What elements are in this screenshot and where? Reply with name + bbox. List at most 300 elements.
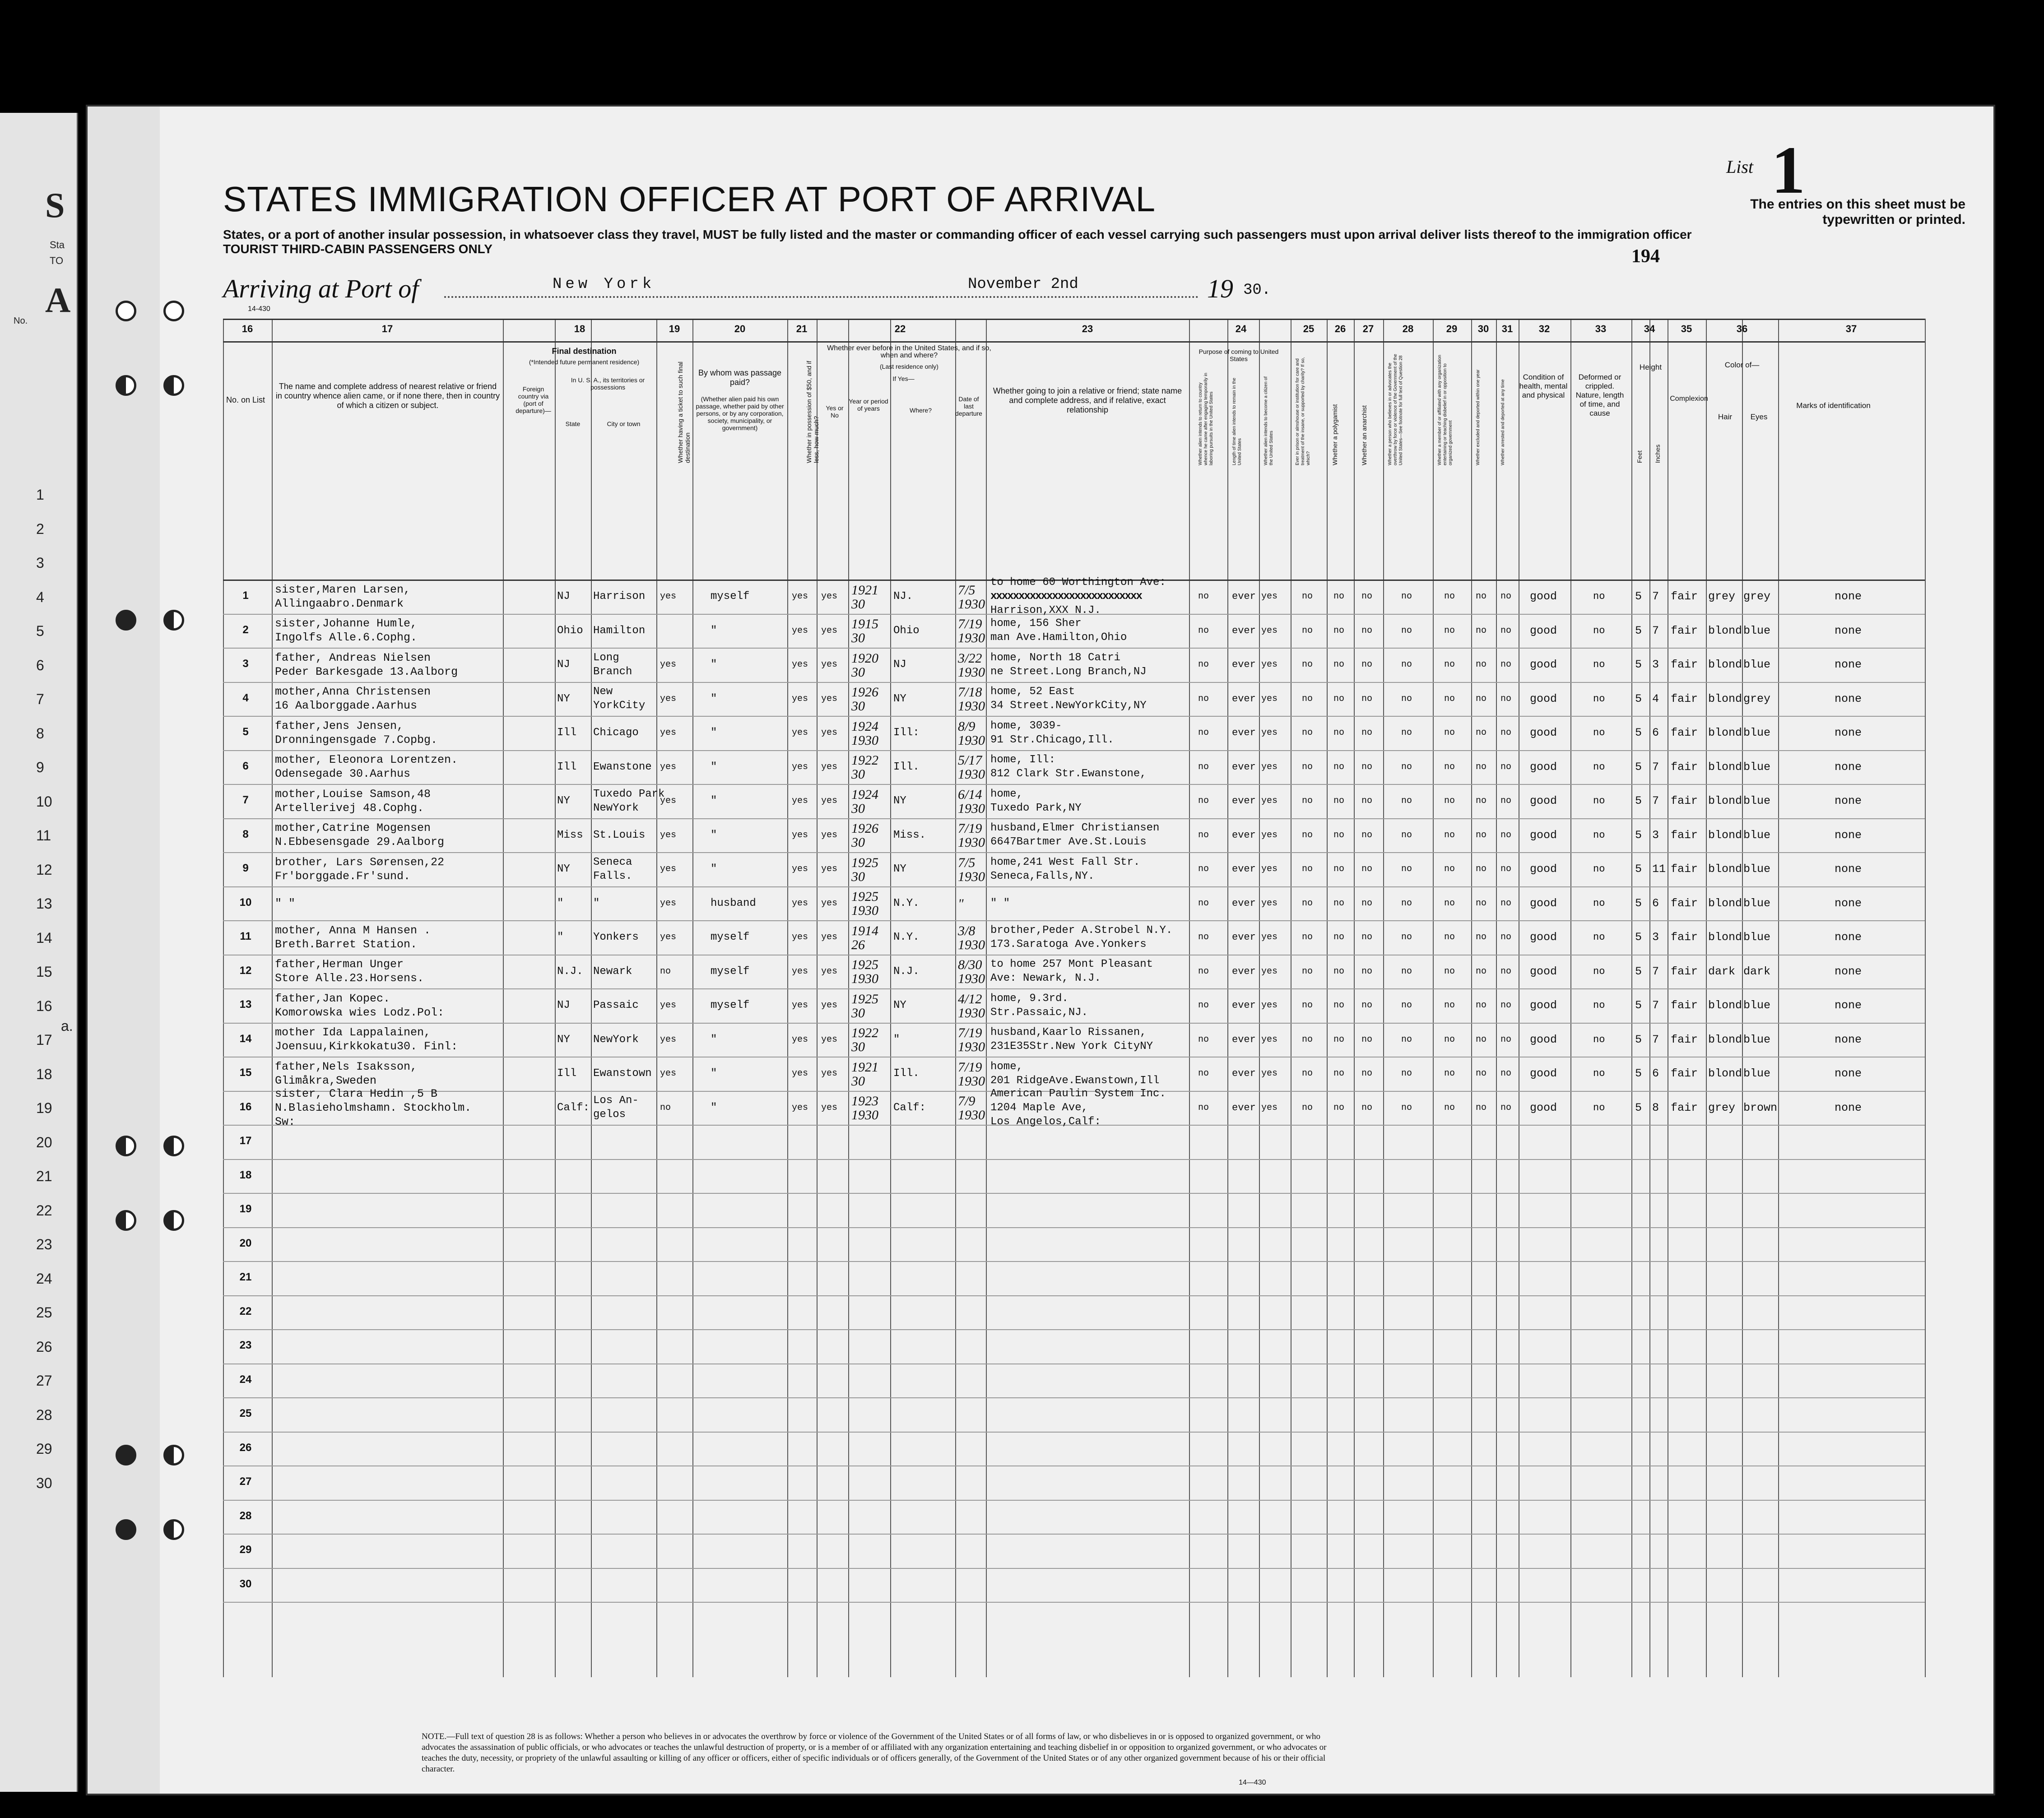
health-condition: good: [1530, 999, 1557, 1012]
previous-residence: Miss.: [893, 829, 926, 841]
column-number: 34: [1644, 323, 1655, 334]
deported-answer: no: [1500, 898, 1512, 909]
polygamist-answer: no: [1333, 966, 1345, 977]
prison-answer: no: [1302, 966, 1313, 977]
excluded-answer: no: [1476, 898, 1487, 909]
row-number: 15: [239, 1067, 252, 1079]
anarchist-answer: no: [1361, 1102, 1373, 1113]
complexion: fair: [1671, 965, 1698, 978]
anarchist-answer: no: [1361, 898, 1373, 909]
money-value: yes: [792, 1000, 808, 1011]
height-feet: 5: [1635, 828, 1642, 842]
prev-page-row-number: 5: [36, 623, 44, 639]
intends-return: no: [1198, 898, 1209, 909]
destination-state: Calf:: [557, 1101, 590, 1114]
deported-answer: no: [1500, 966, 1512, 977]
punch-hole: [116, 301, 136, 321]
intends-citizenship: yes: [1261, 761, 1278, 772]
row-rule: [223, 1602, 1925, 1603]
health-condition: good: [1530, 726, 1557, 740]
years-in-us: 30: [851, 835, 865, 850]
polygamist-answer: no: [1333, 898, 1345, 909]
header-deported: Whether arrested and deported at any time: [1500, 379, 1505, 465]
header-final-destination-sub: (*Intended future permanent residence): [529, 358, 640, 366]
row-number: 8: [242, 828, 249, 840]
deformed-answer: no: [1593, 863, 1605, 875]
port-line: [444, 296, 932, 298]
question-28-answer: no: [1401, 625, 1412, 636]
joining-relative: home, 3039-: [990, 719, 1062, 732]
header-state: State: [565, 420, 581, 427]
question-29-answer: no: [1444, 898, 1455, 909]
anarchist-answer: no: [1361, 625, 1373, 636]
row-rule: [223, 852, 1925, 853]
years-in-us: 1930: [851, 1108, 878, 1123]
last-departure-date: 1930: [958, 1005, 985, 1020]
question-29-answer: no: [1444, 1068, 1455, 1079]
header-eyes: Eyes: [1750, 413, 1768, 421]
height-inches: 6: [1652, 1067, 1659, 1081]
height-inches: 11: [1652, 863, 1666, 876]
complexion: fair: [1671, 1067, 1698, 1081]
height-feet: 5: [1635, 999, 1642, 1012]
deformed-answer: no: [1593, 659, 1605, 671]
prev-page-row-number: 6: [36, 657, 44, 673]
header-where: Where?: [909, 407, 932, 414]
last-departure-date: 7/19: [958, 1025, 982, 1041]
intends-citizenship: yes: [1261, 932, 1278, 943]
destination-city: Long: [593, 651, 619, 664]
years-in-us: 30: [851, 767, 865, 782]
deformed-answer: no: [1593, 727, 1605, 739]
previous-residence: NJ.: [893, 590, 913, 603]
years-in-us: 1915: [851, 617, 878, 632]
complexion: fair: [1671, 828, 1698, 842]
been-before-value: yes: [821, 830, 838, 840]
deformed-answer: no: [1593, 932, 1605, 943]
intends-return: no: [1198, 591, 1209, 602]
header-join-relative: Whether going to join a relative or friend; state name and complete address, and if relative, exact relationship: [993, 386, 1182, 414]
length-of-stay: ever: [1232, 659, 1256, 671]
row-number: 1: [242, 589, 249, 602]
destination-state: ": [557, 897, 564, 909]
polygamist-answer: no: [1333, 728, 1345, 738]
header-yes-no: Yes or No: [826, 404, 844, 419]
health-condition: good: [1530, 828, 1557, 842]
joining-relative: home,: [990, 1060, 1023, 1073]
passage-paid-by: ": [711, 659, 717, 671]
years-in-us: 1925: [851, 957, 878, 973]
health-condition: good: [1530, 624, 1557, 637]
last-departure-date: 4/12: [958, 991, 982, 1006]
excluded-answer: no: [1476, 1102, 1487, 1113]
column-rule: [955, 319, 956, 1677]
prev-page-row-number: 9: [36, 759, 44, 775]
row-rule: [223, 1432, 1925, 1433]
header-purpose: Purpose of coming to United States: [1199, 348, 1279, 362]
deformed-answer: no: [1593, 829, 1605, 841]
header-inches: Inches: [1654, 444, 1661, 463]
complexion: fair: [1671, 863, 1698, 876]
header-departure: Date of last departure: [955, 395, 982, 417]
year-suffix: 30.: [1243, 282, 1271, 299]
column-rule: [787, 319, 788, 1677]
header-rule: [223, 341, 1925, 343]
intends-citizenship: yes: [1261, 830, 1278, 840]
polygamist-answer: no: [1333, 932, 1345, 943]
row-rule: [223, 886, 1925, 887]
intends-return: no: [1198, 796, 1209, 807]
punch-hole: [163, 610, 184, 631]
joining-relative: Harrison,XXX N.J.: [990, 604, 1101, 617]
relative-address: Glimåkra,Sweden: [275, 1074, 377, 1087]
column-rule: [1649, 319, 1650, 1677]
question-29-answer: no: [1444, 932, 1455, 943]
last-departure-date: 7/5: [958, 582, 976, 598]
question-29-answer: no: [1444, 659, 1455, 670]
prison-answer: no: [1302, 1068, 1313, 1079]
passage-paid-by: ": [711, 1067, 717, 1080]
intends-return: no: [1198, 830, 1209, 840]
header-final-destination: Final destination: [552, 347, 617, 356]
question-28-answer: no: [1401, 796, 1412, 807]
last-departure-date: 1930: [958, 1039, 985, 1055]
health-condition: good: [1530, 794, 1557, 808]
deported-answer: no: [1500, 761, 1512, 772]
money-value: yes: [792, 796, 808, 807]
polygamist-answer: no: [1333, 864, 1345, 875]
question-28-answer: no: [1401, 1068, 1412, 1079]
last-departure-date: 1930: [958, 664, 985, 680]
passage-paid-by: ": [711, 727, 717, 739]
header-foreign-port: Foreign country via (port of departure)—: [516, 385, 551, 414]
column-number: 17: [381, 323, 393, 334]
years-in-us: 1921: [851, 582, 878, 598]
money-value: yes: [792, 1034, 808, 1045]
column-number: 24: [1235, 323, 1247, 334]
complexion: fair: [1671, 931, 1698, 944]
row-rule: [223, 682, 1925, 683]
ticket-value: no: [660, 1102, 671, 1113]
height-feet: 5: [1635, 624, 1642, 637]
ticket-value: yes: [660, 1068, 677, 1079]
question-28-answer: no: [1401, 1000, 1412, 1011]
column-rule: [272, 319, 273, 1677]
intends-citizenship: yes: [1261, 693, 1278, 704]
relative-address: Dronningensgade 7.Copbg.: [275, 733, 438, 747]
polygamist-answer: no: [1333, 761, 1345, 772]
years-in-us: 1925: [851, 889, 878, 904]
been-before-value: yes: [821, 1068, 838, 1079]
column-rule: [1433, 319, 1434, 1677]
punch-hole: [116, 1519, 136, 1540]
row-number: 4: [242, 691, 249, 704]
complexion: fair: [1671, 1101, 1698, 1114]
relative-address: N.Ebbesensgade 29.Aalborg: [275, 835, 445, 849]
prev-page-row-number: 7: [36, 691, 44, 707]
deformed-answer: no: [1593, 965, 1605, 977]
money-value: yes: [792, 761, 808, 772]
intends-return: no: [1198, 728, 1209, 738]
header-usa: In U. S. A., its territories or possessions: [571, 376, 645, 391]
destination-state: ": [557, 931, 564, 944]
deported-answer: no: [1500, 1000, 1512, 1011]
destination-city: New: [593, 686, 613, 698]
hair-color: blond: [1708, 658, 1742, 672]
header-polygamist: Whether a polygamist: [1331, 404, 1338, 465]
prev-page-row-number: 22: [36, 1202, 52, 1219]
ticket-value: yes: [660, 1034, 677, 1045]
relative-address: father, Andreas Nielsen: [275, 651, 431, 664]
intends-citizenship: yes: [1261, 898, 1278, 909]
height-inches: 7: [1652, 760, 1659, 774]
row-number: 25: [239, 1407, 252, 1419]
last-departure-date: 1930: [958, 767, 985, 782]
length-of-stay: ever: [1232, 795, 1256, 807]
question-29-answer: no: [1444, 693, 1455, 704]
prison-answer: no: [1302, 932, 1313, 943]
joining-relative: 1204 Maple Ave,: [990, 1101, 1088, 1114]
destination-city: Ewanstown: [593, 1067, 652, 1080]
length-of-stay: ever: [1232, 727, 1256, 739]
destination-state: NJ: [557, 590, 570, 603]
destination-city: Newark: [593, 965, 632, 978]
health-condition: good: [1530, 1067, 1557, 1081]
header-year: Year or period of years: [849, 398, 888, 412]
row-rule: [223, 920, 1925, 921]
passage-paid-by: ": [711, 829, 717, 841]
intends-citizenship: yes: [1261, 591, 1278, 602]
relative-address: 16 Aalborggade.Aarhus: [275, 699, 418, 713]
relative-address: mother, Anna M Hansen .: [275, 923, 431, 937]
length-of-stay: ever: [1232, 1102, 1256, 1113]
last-departure-date: 8/30: [958, 957, 982, 973]
row-number: 23: [239, 1339, 252, 1351]
last-departure-date: 1930: [958, 1108, 985, 1123]
intends-return: no: [1198, 1102, 1209, 1113]
relative-address: sister, Clara Hedin ,5 B: [275, 1087, 438, 1100]
height-feet: 5: [1635, 1067, 1642, 1081]
column-rule: [1189, 319, 1190, 1677]
years-in-us: 1921: [851, 1059, 878, 1075]
intends-return: no: [1198, 864, 1209, 875]
row-rule: [223, 988, 1925, 989]
length-of-stay: ever: [1232, 863, 1256, 875]
height-feet: 5: [1635, 965, 1642, 978]
prev-page-row-number: 20: [36, 1134, 52, 1150]
row-number: 11: [240, 930, 251, 942]
deported-answer: no: [1500, 659, 1512, 670]
previous-residence: Ill.: [893, 761, 920, 773]
ticket-value: yes: [660, 728, 677, 738]
joining-relative: husband,Elmer Christiansen: [990, 822, 1160, 835]
been-before-value: yes: [821, 761, 838, 772]
years-in-us: 1930: [851, 903, 878, 918]
row-number: 7: [242, 794, 249, 806]
punch-hole: [116, 1445, 136, 1466]
column-rule: [591, 319, 592, 1677]
column-rule: [1259, 319, 1260, 1677]
deformed-answer: no: [1593, 897, 1605, 909]
intends-return: no: [1198, 659, 1209, 670]
joining-relative: home, 52 East: [990, 686, 1075, 698]
prev-page-row-number: 19: [36, 1100, 52, 1116]
intends-citizenship: yes: [1261, 1068, 1278, 1079]
years-in-us: 1923: [851, 1094, 878, 1109]
punch-hole: [116, 375, 136, 396]
punch-hole: [116, 1210, 136, 1231]
anarchist-answer: no: [1361, 693, 1373, 704]
prev-page-row-number: 28: [36, 1406, 52, 1423]
intends-return: no: [1198, 1068, 1209, 1079]
relative-address: N.Blasieholmshamn. Stockholm.: [275, 1101, 472, 1114]
ticket-value: yes: [660, 591, 677, 602]
years-in-us: 26: [851, 937, 865, 952]
row-rule: [223, 648, 1925, 649]
prison-answer: no: [1302, 796, 1313, 807]
ticket-value: yes: [660, 1000, 677, 1011]
destination-city: Falls.: [593, 870, 632, 882]
prev-page-row-number: 14: [36, 929, 52, 946]
prev-page-row-number: 29: [36, 1441, 52, 1457]
length-of-stay: ever: [1232, 625, 1256, 636]
deformed-answer: no: [1593, 625, 1605, 636]
hair-color: blond: [1708, 692, 1742, 705]
height-inches: 6: [1652, 896, 1659, 910]
years-in-us: 1922: [851, 753, 878, 768]
punch-hole: [163, 1519, 184, 1540]
years-in-us: 30: [851, 631, 865, 646]
destination-city: NewYork: [593, 802, 639, 814]
polygamist-answer: no: [1333, 1102, 1345, 1113]
prev-page-fragment: A: [45, 280, 71, 320]
prev-page-row-number: 30: [36, 1475, 52, 1491]
row-rule: [223, 1193, 1925, 1194]
polygamist-answer: no: [1333, 625, 1345, 636]
been-before-value: yes: [821, 1034, 838, 1045]
question-28-answer: no: [1401, 1034, 1412, 1045]
relative-address: father,Herman Unger: [275, 958, 404, 971]
money-value: yes: [792, 728, 808, 738]
years-in-us: 30: [851, 664, 865, 680]
joining-relative: to home 257 Mont Pleasant: [990, 958, 1153, 971]
row-number: 20: [239, 1237, 252, 1249]
prison-answer: no: [1302, 898, 1313, 909]
height-inches: 7: [1652, 590, 1659, 603]
joining-relative: home,: [990, 788, 1023, 800]
form-code: 14-430: [248, 305, 270, 313]
arriving-label: Arriving at Port of: [223, 274, 419, 303]
row-number: 9: [242, 862, 249, 874]
header-purpose-citizen: Whether alien intends to become a citizen of the United States: [1264, 376, 1274, 465]
joining-relative: 6647Bartmer Ave.St.Louis: [990, 836, 1147, 849]
destination-city: Chicago: [593, 727, 639, 739]
been-before-value: yes: [821, 966, 838, 977]
years-in-us: 1914: [851, 923, 878, 938]
last-departure-date: 8/9: [958, 719, 976, 734]
intends-return: no: [1198, 625, 1209, 636]
question-28-answer: no: [1401, 659, 1412, 670]
prison-answer: no: [1302, 591, 1313, 602]
header-passage-paid-sub: (Whether alien paid his own passage, whether paid by other persons, or by any corporation, society, municipality, or government): [696, 395, 784, 431]
hair-color: blond: [1708, 624, 1742, 637]
row-number: 6: [242, 760, 249, 772]
relative-address: father,Jens Jensen,: [275, 719, 404, 733]
money-value: yes: [792, 1068, 808, 1079]
row-number: 22: [239, 1305, 252, 1317]
excluded-answer: no: [1476, 932, 1487, 943]
prev-page-row-number: 15: [36, 964, 52, 980]
health-condition: good: [1530, 1033, 1557, 1046]
height-inches: 7: [1652, 965, 1659, 978]
been-before-value: yes: [821, 591, 838, 602]
row-number: 19: [239, 1203, 252, 1215]
polygamist-answer: no: [1333, 693, 1345, 704]
arrival-date: November 2nd: [968, 276, 1078, 293]
relative-address: Allingaabro.Denmark: [275, 597, 404, 610]
column-number: 20: [734, 323, 746, 334]
intends-citizenship: yes: [1261, 796, 1278, 807]
polygamist-answer: no: [1333, 796, 1345, 807]
deported-answer: no: [1500, 693, 1512, 704]
column-number: 21: [796, 323, 808, 334]
passage-paid-by: ": [711, 761, 717, 773]
complexion: fair: [1671, 896, 1698, 910]
polygamist-answer: no: [1333, 591, 1345, 602]
health-condition: good: [1530, 1101, 1557, 1114]
column-rule: [1383, 319, 1384, 1677]
manifest-sheet: [86, 105, 1995, 1795]
row-rule: [223, 716, 1925, 717]
last-departure-date: 1930: [958, 631, 985, 646]
deformed-answer: no: [1593, 761, 1605, 773]
identification-marks: none: [1835, 1067, 1862, 1081]
hair-color: blond: [1708, 726, 1742, 740]
question-29-answer: no: [1444, 864, 1455, 875]
anarchist-answer: no: [1361, 1068, 1373, 1079]
intends-return: no: [1198, 1034, 1209, 1045]
row-rule: [223, 1329, 1925, 1330]
previous-residence: NY: [893, 999, 906, 1012]
passage-paid-by: myself: [711, 590, 750, 603]
complexion: fair: [1671, 999, 1698, 1012]
complexion: fair: [1671, 726, 1698, 740]
header-ticket: Whether having a ticket to such final destination: [677, 362, 691, 463]
ticket-value: yes: [660, 659, 677, 670]
question-29-answer: no: [1444, 625, 1455, 636]
row-number: 28: [239, 1509, 252, 1522]
deported-answer: no: [1500, 1034, 1512, 1045]
header-excluded: Whether excluded and deported within one year: [1476, 369, 1481, 465]
header-purpose-length: Length of time alien intends to remain in the United States: [1232, 377, 1242, 465]
height-inches: 4: [1652, 692, 1659, 705]
destination-state: NY: [557, 863, 570, 876]
destination-state: Ill: [557, 1067, 577, 1080]
hair-color: blond: [1708, 1033, 1742, 1046]
relative-address: mother,Catrine Mogensen: [275, 821, 431, 835]
destination-city: Los An-: [593, 1095, 639, 1107]
joining-relative: home, Ill:: [990, 754, 1056, 766]
complexion: fair: [1671, 1033, 1698, 1046]
previous-residence: Calf:: [893, 1101, 926, 1114]
been-before-value: yes: [821, 796, 838, 807]
eye-color: grey: [1743, 590, 1771, 603]
last-departure-date: 5/17: [958, 753, 982, 768]
column-rule: [1471, 319, 1472, 1677]
footnote: NOTE.—Full text of question 28 is as follows: Whether a person who believes in or advocates the overthrow by force or violence of the Government of the United States or of all forms of law, or who disbelieves in or is opposed to organized government, or who advocates the assassination of public officials, or who advocates or teaches the unlawful destruction of property, or is a member of or affiliated with any organization entertaining and teaching disbelief in or opposition to organized government, or who advocates or teaches the duty, necessity, or propriety of the unlawful assaulting or killing of any officer or officers, either of specific individuals or of officers generally, of the Government of the United States or of any other organized government because of his or their official character.: [422, 1732, 1327, 1774]
length-of-stay: ever: [1232, 591, 1256, 603]
previous-residence: N.J.: [893, 965, 920, 978]
